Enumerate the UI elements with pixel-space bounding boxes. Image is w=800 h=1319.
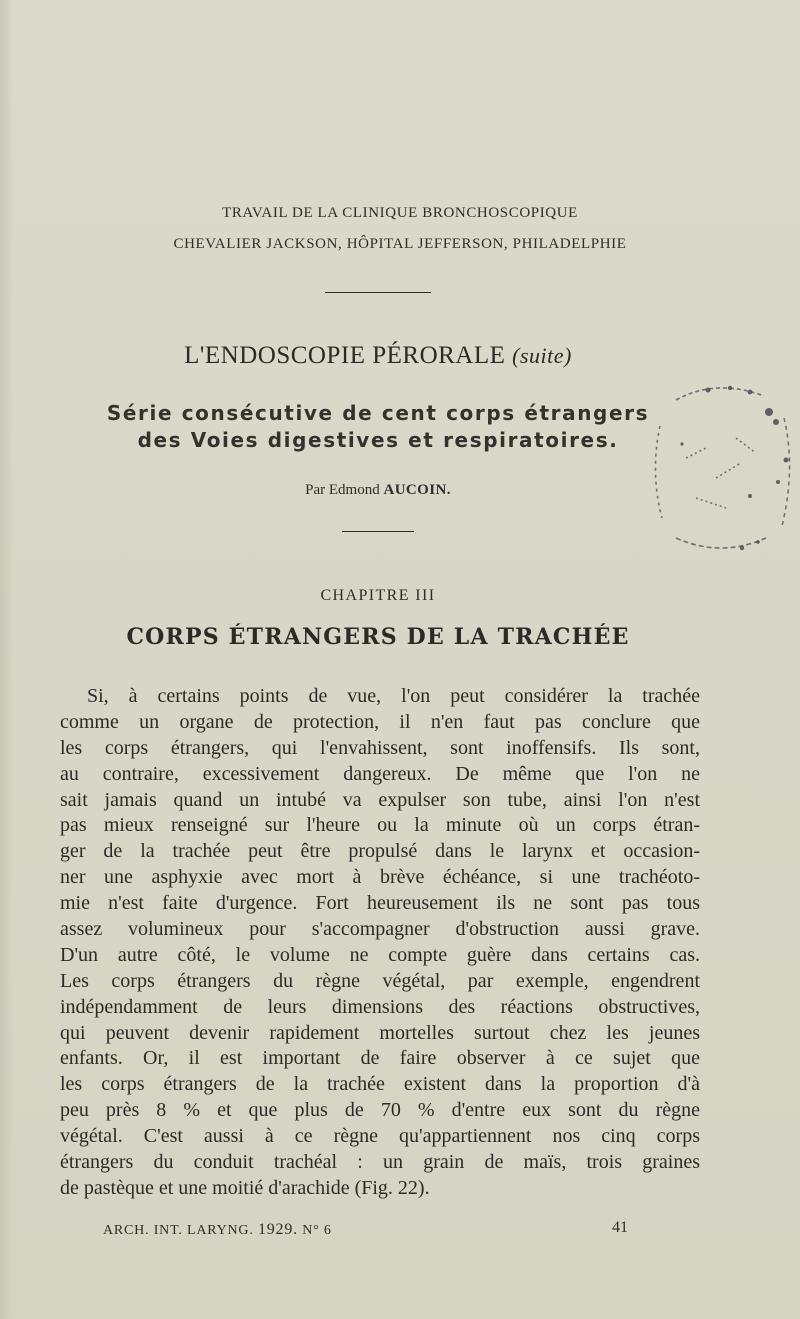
chapter-label: CHAPITRE III: [320, 587, 436, 604]
body-line: qui peuvent devenir rapidement mortelles surtout chez les jeunes: [60, 1021, 700, 1044]
journal-footer: [103, 1221, 332, 1239]
body-line: ger de la trachée peut être propulsé dans le larynx et occasion-: [60, 840, 700, 863]
header-divider: [325, 292, 431, 293]
body-line: comme un organe de protection, il n'en faut pas conclure que: [60, 710, 700, 733]
body-line: végétal. C'est aussi à ce règne qu'appartiennent nos cinq corps: [60, 1125, 700, 1148]
page-edge-shadow: [0, 0, 14, 1319]
author-name: AUCOIN.: [383, 482, 451, 498]
body-line: indépendamment de leurs dimensions des réactions obstructives,: [60, 995, 700, 1018]
article-title: [0, 342, 756, 370]
body-line: enfants. Or, il est important de faire observer à ce sujet que: [60, 1047, 700, 1070]
body-line: les corps étrangers de la trachée existent dans la proportion d'à: [60, 1073, 700, 1096]
body-line: Si, à certains points de vue, l'on peut considérer la trachée: [87, 685, 700, 707]
author-prefix: Par Edmond: [305, 482, 380, 498]
body-paragraph: [60, 684, 700, 1202]
chapter-title: CORPS ÉTRANGERS DE LA TRACHÉE: [126, 624, 630, 650]
body-line: sait jamais quand un intubé va expulser son tube, ainsi l'on n'est: [60, 788, 700, 811]
body-line: D'un autre côté, le volume ne compte guère dans certains cas.: [60, 943, 700, 966]
byline-divider: [342, 531, 414, 532]
library-stamp-icon: [646, 378, 796, 558]
footer-journal: ARCH. INT. LARYNG.: [103, 1223, 254, 1238]
body-line: au contraire, excessivement dangereux. De même que l'on ne: [60, 762, 700, 785]
body-line: ner une asphyxie avec mort à brève échéance, si une trachéoto-: [60, 866, 700, 889]
body-line: mie n'est faite d'urgence. Fort heureusement ils ne sont pas tous: [60, 892, 700, 915]
body-line: peu près 8 % et que plus de 70 % d'entre eux sont du règne: [60, 1099, 700, 1122]
body-line: les corps étrangers, qui l'envahissent, sont inoffensifs. Ils sont,: [60, 736, 700, 759]
article-title-suffix: (suite): [512, 343, 572, 368]
body-line: pas mieux renseigné sur l'heure ou la minute où un corps étran-: [60, 814, 700, 837]
footer-year: 1929.: [257, 1221, 298, 1238]
institution-header-line1: TRAVAIL DE LA CLINIQUE BRONCHOSCOPIQUE: [222, 205, 578, 221]
institution-header-line2: CHEVALIER JACKSON, HÔPITAL JEFFERSON, PHILADELPHIE: [173, 236, 627, 252]
page-number: 41: [612, 1219, 628, 1236]
article-subtitle-line2: des Voies digestives et respiratoires.: [137, 428, 619, 452]
footer-issue: N° 6: [302, 1223, 332, 1238]
body-line: étrangers du conduit trachéal : un grain de maïs, trois graines: [60, 1151, 700, 1174]
author-byline: [0, 482, 756, 499]
body-line: assez volumineux pour s'accompagner d'obstruction aussi grave.: [60, 918, 700, 941]
body-line: de pastèque et une moitié d'arachide (Fig. 22).: [60, 1176, 430, 1199]
article-subtitle-line1: Série consécutive de cent corps étrangers: [106, 401, 650, 425]
article-title-text: L'ENDOSCOPIE PÉRORALE: [184, 342, 506, 369]
body-line: Les corps étrangers du règne végétal, par exemple, engendrent: [60, 969, 700, 992]
